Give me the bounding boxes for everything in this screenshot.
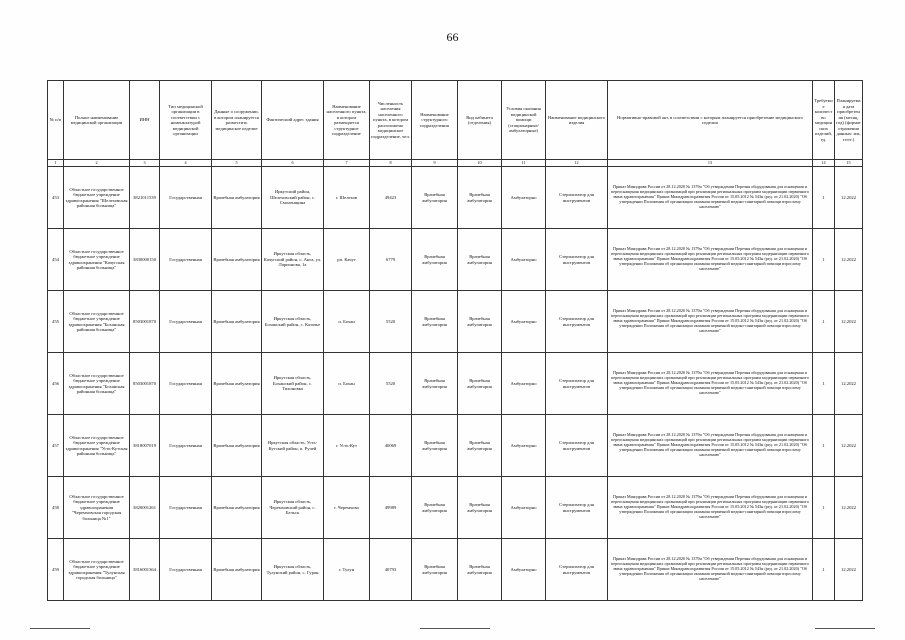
header-cell-10: Вид кабинета (отделения) <box>458 81 502 160</box>
column-number-6: 6 <box>262 160 324 167</box>
cell-org: Областное государственное бюджетное учреждение здравоохранения "Шелеховская районная больница" <box>64 167 130 229</box>
cell-qty: 1 <box>813 229 835 291</box>
cell-conditions: Амбулаторно <box>502 167 546 229</box>
cell-conditions: Амбулаторно <box>502 539 546 601</box>
cell-building: Врачебная амбулатория <box>212 539 262 601</box>
cell-basis: Приказ Минздрава России от 28.12.2020 № 1379н "Об утверждении Перечня оборудования для оснащения и переоснащения медицинских организаций при реализации региональных программ модернизации первичного звена здравоохранения" Приказ Минздравсоцразвития России от 15.05.2012 № 543н (ред. от 21.02.2020) "Об утверждении Положения об организации оказания первичной медико-санитарной помощи взрослому населению" <box>608 539 813 601</box>
cell-qty: 1 <box>813 291 835 353</box>
cell-inn: 3821011539 <box>130 167 160 229</box>
column-number-2: 2 <box>64 160 130 167</box>
cell-unit: Врачебная амбулатория <box>412 415 458 477</box>
header-cell-2: Полное наименование медицинской организации <box>64 81 130 160</box>
cell-qty: 1 <box>813 353 835 415</box>
table-row <box>48 415 863 477</box>
column-number-9: 9 <box>412 160 458 167</box>
cell-type: Государственная <box>160 291 212 353</box>
cell-no: 453 <box>48 167 64 229</box>
cell-unit: Врачебная амбулатория <box>412 229 458 291</box>
cell-address: Иркутская область, Усть-Кутский район, п. Ручей <box>262 415 324 477</box>
header-cell-8: Численность населения населенного пункта, в котором расположено медицинское подразделение, чел. <box>370 81 412 160</box>
cell-no: 455 <box>48 291 64 353</box>
cell-no: 454 <box>48 229 64 291</box>
column-number-13: 13 <box>608 160 813 167</box>
cell-cabinet: Врачебная амбулатория <box>458 291 502 353</box>
header-cell-7: Наименование населенного пункта, в котором размещается структурное подразделение <box>324 81 370 160</box>
cell-unit: Врачебная амбулатория <box>412 539 458 601</box>
register-sheet <box>47 80 862 601</box>
column-number-3: 3 <box>130 160 160 167</box>
table-header-row <box>48 81 863 160</box>
cell-address: Иркутская область, Боханский район, с. Казачье <box>262 291 324 353</box>
header-cell-3: ИНН <box>130 81 160 160</box>
cell-locality: г. Черемхово <box>324 477 370 539</box>
header-cell-11: Условия оказания медицинской помощи (стационарные/амбулаторные) <box>502 81 546 160</box>
cell-date: 12.2022 <box>835 229 863 291</box>
cell-inn: 8503001870 <box>130 353 160 415</box>
header-cell-12: Наименование медицинского изделия <box>546 81 608 160</box>
cell-locality: рп. Качуг <box>324 229 370 291</box>
cell-type: Государственная <box>160 353 212 415</box>
cell-type: Государственная <box>160 167 212 229</box>
cell-device: Стерилизатор для инструментов <box>546 291 608 353</box>
cell-device: Стерилизатор для инструментов <box>546 353 608 415</box>
footer-rule-right <box>815 628 875 629</box>
cell-cabinet: Врачебная амбулатория <box>458 353 502 415</box>
cell-inn: 3830000150 <box>130 229 160 291</box>
cell-conditions: Амбулаторно <box>502 477 546 539</box>
cell-type: Государственная <box>160 539 212 601</box>
cell-org: Областное государственное бюджетное учреждение здравоохранения "Боханская районная больница" <box>64 291 130 353</box>
column-number-row <box>48 160 863 167</box>
cell-type: Государственная <box>160 415 212 477</box>
cell-cabinet: Врачебная амбулатория <box>458 229 502 291</box>
cell-device: Стерилизатор для инструментов <box>546 229 608 291</box>
column-number-5: 5 <box>212 160 262 167</box>
cell-inn: 3816001364 <box>130 539 160 601</box>
cell-cabinet: Врачебная амбулатория <box>458 167 502 229</box>
cell-qty: 1 <box>813 477 835 539</box>
header-cell-6: Фактический адрес здания <box>262 81 324 160</box>
table-row <box>48 353 863 415</box>
cell-org: Областное государственное бюджетное учреждение здравоохранения "Боханская районная больница" <box>64 353 130 415</box>
column-number-10: 10 <box>458 160 502 167</box>
cell-no: 457 <box>48 415 64 477</box>
cell-date: 12.2022 <box>835 291 863 353</box>
cell-locality: г. Тулун <box>324 539 370 601</box>
column-number-8: 8 <box>370 160 412 167</box>
column-number-7: 7 <box>324 160 370 167</box>
cell-building: Врачебная амбулатория <box>212 229 262 291</box>
cell-basis: Приказ Минздрава России от 28.12.2020 № 1379н "Об утверждении Перечня оборудования для оснащения и переоснащения медицинских организаций при реализации региональных программ модернизации первичного звена здравоохранения" Приказ Минздравсоцразвития России от 15.05.2012 № 543н (ред. от 21.02.2020) "Об утверждении Положения об организации оказания первичной медико-санитарной помощи взрослому населению" <box>608 415 813 477</box>
cell-date: 12.2022 <box>835 539 863 601</box>
footer-rule-left <box>30 628 90 629</box>
table-row <box>48 477 863 539</box>
cell-device: Стерилизатор для инструментов <box>546 477 608 539</box>
cell-unit: Врачебная амбулатория <box>412 167 458 229</box>
table-row <box>48 539 863 601</box>
header-cell-15: Планируемая дата приобретения (месяц, год) (формат отражения данных: мм, ггггг.) <box>835 81 863 160</box>
cell-date: 12.2022 <box>835 167 863 229</box>
footer-rule-center <box>420 628 490 629</box>
cell-address: Иркутский район, Шелеховский район, с. Смоленщина <box>262 167 324 229</box>
cell-population: 40069 <box>370 415 412 477</box>
cell-basis: Приказ Минздрава России от 28.12.2020 № 1379н "Об утверждении Перечня оборудования для оснащения и переоснащения медицинских организаций при реализации региональных программ модернизации первичного звена здравоохранения" Приказ Минздравсоцразвития России от 15.05.2012 № 543н (ред. от 21.02.2020) "Об утверждении Положения об организации оказания первичной медико-санитарной помощи взрослому населению" <box>608 167 813 229</box>
cell-conditions: Амбулаторно <box>502 415 546 477</box>
cell-locality: п. Бохан <box>324 353 370 415</box>
column-number-14: 14 <box>813 160 835 167</box>
cell-date: 12.2022 <box>835 477 863 539</box>
cell-address: Иркутская область, Боханский район, с. Тихоновка <box>262 353 324 415</box>
cell-locality: г. Шелехов <box>324 167 370 229</box>
cell-device: Стерилизатор для инструментов <box>546 167 608 229</box>
column-number-12: 12 <box>546 160 608 167</box>
cell-cabinet: Врачебная амбулатория <box>458 539 502 601</box>
cell-cabinet: Врачебная амбулатория <box>458 415 502 477</box>
cell-inn: 3820001261 <box>130 477 160 539</box>
equipment-register-table <box>47 80 863 601</box>
header-cell-4: Тип медицинской организации в соответствии с номенклатурой медицинской организации <box>160 81 212 160</box>
column-number-11: 11 <box>502 160 546 167</box>
cell-no: 456 <box>48 353 64 415</box>
cell-inn: 8503001870 <box>130 291 160 353</box>
column-number-4: 4 <box>160 160 212 167</box>
cell-no: 459 <box>48 539 64 601</box>
cell-locality: г. Усть-Кут <box>324 415 370 477</box>
header-cell-13: Нормативно-правовой акт, в соответствии с которым планируется приобретение медицинского изделия <box>608 81 813 160</box>
cell-inn: 3818007019 <box>130 415 160 477</box>
cell-address: Иркутская область, Тулунский район, с. Гуран <box>262 539 324 601</box>
cell-address: Иркутская область, Черемховский район, с. Бельск <box>262 477 324 539</box>
cell-cabinet: Врачебная амбулатория <box>458 477 502 539</box>
column-number-1: 1 <box>48 160 64 167</box>
cell-org: Областное государственное бюджетное учреждение здравоохранения "Тулунская городская больница" <box>64 539 130 601</box>
cell-unit: Врачебная амбулатория <box>412 477 458 539</box>
header-cell-14: Требуемое количество медицинских изделий, ед. <box>813 81 835 160</box>
cell-building: Врачебная амбулатория <box>212 477 262 539</box>
table-row <box>48 167 863 229</box>
cell-date: 12.2022 <box>835 415 863 477</box>
cell-basis: Приказ Минздрава России от 28.12.2020 № 1379н "Об утверждении Перечня оборудования для оснащения и переоснащения медицинских организаций при реализации региональных программ модернизации первичного звена здравоохранения" Приказ Минздравсоцразвития России от 15.05.2012 № 543н (ред. от 21.02.2020) "Об утверждении Положения об организации оказания первичной медико-санитарной помощи взрослому населению" <box>608 477 813 539</box>
cell-type: Государственная <box>160 229 212 291</box>
cell-unit: Врачебная амбулатория <box>412 291 458 353</box>
cell-qty: 1 <box>813 539 835 601</box>
cell-locality: п. Бохан <box>324 291 370 353</box>
cell-type: Государственная <box>160 477 212 539</box>
header-cell-9: Наименование структурного подразделения <box>412 81 458 160</box>
table-row <box>48 229 863 291</box>
cell-unit: Врачебная амбулатория <box>412 353 458 415</box>
table-body <box>48 167 863 601</box>
cell-basis: Приказ Минздрава России от 28.12.2020 № 1379н "Об утверждении Перечня оборудования для оснащения и переоснащения медицинских организаций при реализации региональных программ модернизации первичного звена здравоохранения" Приказ Минздравсоцразвития России от 15.05.2012 № 543н (ред. от 21.02.2020) "Об утверждении Положения об организации оказания первичной медико-санитарной помощи взрослому населению" <box>608 291 813 353</box>
cell-population: 6779 <box>370 229 412 291</box>
page-number: 66 <box>446 30 459 44</box>
cell-device: Стерилизатор для инструментов <box>546 539 608 601</box>
cell-qty: 1 <box>813 415 835 477</box>
cell-building: Врачебная амбулатория <box>212 415 262 477</box>
cell-device: Стерилизатор для инструментов <box>546 415 608 477</box>
cell-conditions: Амбулаторно <box>502 353 546 415</box>
cell-building: Врачебная амбулатория <box>212 353 262 415</box>
cell-building: Врачебная амбулатория <box>212 167 262 229</box>
header-cell-1: № п/п <box>48 81 64 160</box>
cell-conditions: Амбулаторно <box>502 229 546 291</box>
cell-basis: Приказ Минздрава России от 28.12.2020 № 1379н "Об утверждении Перечня оборудования для оснащения и переоснащения медицинских организаций при реализации региональных программ модернизации первичного звена здравоохранения" Приказ Минздравсоцразвития России от 15.05.2012 № 543н (ред. от 21.02.2020) "Об утверждении Положения об организации оказания первичной медико-санитарной помощи взрослому населению" <box>608 353 813 415</box>
cell-population: 5520 <box>370 353 412 415</box>
table-row <box>48 291 863 353</box>
header-cell-5: Данные о сооружении, в котором планируется разместить медицинское изделие <box>212 81 262 160</box>
cell-basis: Приказ Минздрава России от 28.12.2020 № 1379н "Об утверждении Перечня оборудования для оснащения и переоснащения медицинских организаций при реализации региональных программ модернизации первичного звена здравоохранения" Приказ Минздравсоцразвития России от 15.05.2012 № 543н (ред. от 21.02.2020) "Об утверждении Положения об организации оказания первичной медико-санитарной помощи взрослому населению" <box>608 229 813 291</box>
cell-population: 49423 <box>370 167 412 229</box>
cell-conditions: Амбулаторно <box>502 291 546 353</box>
cell-population: 40793 <box>370 539 412 601</box>
cell-org: Областное государственное бюджетное учреждение здравоохранения "Качугская районная больница" <box>64 229 130 291</box>
cell-date: 12.2022 <box>835 353 863 415</box>
cell-org: Областное государственное бюджетное учреждение здравоохранения "Усть-Кутская районная больница" <box>64 415 130 477</box>
cell-building: Врачебная амбулатория <box>212 291 262 353</box>
cell-population: 5520 <box>370 291 412 353</box>
cell-org: Областное государственное бюджетное учреждение здравоохранения "Черемховская городская больница №1" <box>64 477 130 539</box>
cell-address: Иркутская область, Качугский район, с. Анга, ул. Ларионова, 1а <box>262 229 324 291</box>
cell-qty: 1 <box>813 167 835 229</box>
column-number-15: 15 <box>835 160 863 167</box>
cell-no: 458 <box>48 477 64 539</box>
cell-population: 49989 <box>370 477 412 539</box>
